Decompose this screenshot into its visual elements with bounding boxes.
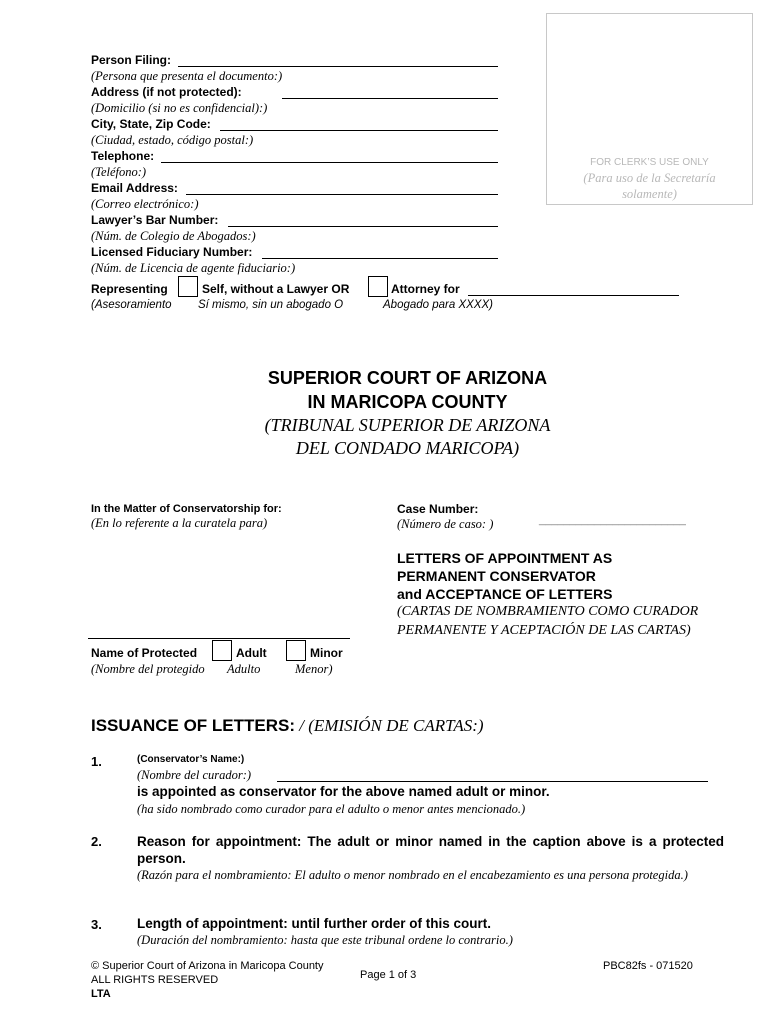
conservator-name-field[interactable] xyxy=(277,781,708,782)
protected-name-field[interactable] xyxy=(88,638,350,639)
adult-label: Adult xyxy=(236,646,267,660)
self-checkbox[interactable] xyxy=(178,276,198,297)
court-title-es-2: DEL CONDADO MARICOPA) xyxy=(295,438,520,458)
bar-number-label: Lawyer’s Bar Number: xyxy=(91,213,219,227)
item-2-number: 2. xyxy=(91,834,102,849)
fiduciary-number-hint: (Núm. de Licencia de agente fiduciario:) xyxy=(91,261,296,275)
city-state-zip-hint: (Ciudad, estado, código postal:) xyxy=(91,133,254,147)
adult-hint: Adulto xyxy=(227,662,261,676)
attorney-checkbox[interactable] xyxy=(368,276,388,297)
adult-checkbox[interactable] xyxy=(212,640,232,661)
bar-number-hint: (Núm. de Colegio de Abogados:) xyxy=(91,229,256,243)
footer-form-code: LTA xyxy=(91,988,111,1000)
item-3-text: Length of appointment: until further order of this court. xyxy=(137,916,491,931)
email-hint: (Correo electrónico:) xyxy=(91,197,199,211)
item-2-text: Reason for appointment: The adult or minor named in the caption above is a protected person. xyxy=(137,834,724,866)
person-filing-hint: (Persona que presenta el documento:) xyxy=(91,69,283,83)
city-state-zip-field[interactable] xyxy=(220,130,498,131)
issuance-heading-es: / (EMISIÓN DE CARTAS:) xyxy=(295,716,484,735)
telephone-hint: (Teléfono:) xyxy=(91,165,147,179)
fiduciary-number-label: Licensed Fiduciary Number: xyxy=(91,245,253,259)
item-2-hint: (Razón para el nombramiento: El adulto o menor nombrado en el encabezamiento es una persona protegida.) xyxy=(137,868,688,882)
bar-number-field[interactable] xyxy=(228,226,498,227)
court-title-es-1: (TRIBUNAL SUPERIOR DE ARIZONA xyxy=(264,415,551,435)
issuance-heading-en: ISSUANCE OF LETTERS: xyxy=(91,716,296,735)
case-number-field[interactable]: ________________________ xyxy=(539,514,686,526)
case-number-label: Case Number: xyxy=(397,502,479,516)
doc-title-line-3: and ACCEPTANCE OF LETTERS xyxy=(397,586,613,602)
item-1-text: is appointed as conservator for the above named adult or minor. xyxy=(137,784,550,799)
item-1-number: 1. xyxy=(91,754,102,769)
representing-hint: (Asesoramiento xyxy=(91,299,172,311)
court-title-line-2: IN MARICOPA COUNTY xyxy=(307,392,508,412)
footer-form-id: PBC82fs - 071520 xyxy=(603,960,693,972)
address-hint: (Domicilio (si no es confidencial):) xyxy=(91,101,268,115)
telephone-label: Telephone: xyxy=(91,149,155,163)
minor-checkbox[interactable] xyxy=(286,640,306,661)
case-number-hint: (Número de caso: ) xyxy=(397,517,494,531)
footer-copyright: © Superior Court of Arizona in Maricopa County xyxy=(91,960,324,972)
attorney-hint: Abogado para XXXX) xyxy=(383,299,493,311)
doc-title-es-2: PERMANENTE Y ACEPTACIÓN DE LAS CARTAS) xyxy=(397,623,691,638)
protected-name-label: Name of Protected xyxy=(91,646,198,660)
address-label: Address (if not protected): xyxy=(91,85,242,99)
footer-rights: ALL RIGHTS RESERVED xyxy=(91,974,219,986)
minor-hint: Menor) xyxy=(295,662,333,676)
doc-title-es-1: (CARTAS DE NOMBRAMIENTO COMO CURADOR xyxy=(397,604,699,619)
attorney-label: Attorney for xyxy=(391,282,460,296)
conservator-name-hint: (Nombre del curador:) xyxy=(137,768,252,782)
conservator-name-label: (Conservator’s Name:) xyxy=(137,754,245,765)
clerk-use-label-es-2: solamente) xyxy=(622,187,677,201)
clerk-use-label: FOR CLERK’S USE ONLY xyxy=(590,157,709,168)
court-title-line-1: SUPERIOR COURT OF ARIZONA xyxy=(267,368,548,388)
attorney-for-field[interactable] xyxy=(468,295,679,296)
protected-name-hint: (Nombre del protegido xyxy=(91,662,205,676)
matter-hint: (En lo referente a la curatela para) xyxy=(91,516,268,530)
footer-page-number: Page 1 of 3 xyxy=(360,969,417,981)
email-label: Email Address: xyxy=(91,181,178,195)
doc-title-line-2: PERMANENT CONSERVATOR xyxy=(397,568,596,584)
minor-label: Minor xyxy=(310,646,343,660)
address-field[interactable] xyxy=(282,98,498,99)
city-state-zip-label: City, State, Zip Code: xyxy=(91,117,211,131)
person-filing-label: Person Filing: xyxy=(91,53,172,67)
self-hint: Sí mismo, sin un abogado O xyxy=(198,299,344,311)
fiduciary-number-field[interactable] xyxy=(262,258,498,259)
issuance-heading xyxy=(91,716,484,736)
item-1-hint: (ha sido nombrado como curador para el adulto o menor antes mencionado.) xyxy=(137,802,526,816)
telephone-field[interactable] xyxy=(161,162,498,163)
clerk-use-box xyxy=(546,13,753,205)
clerk-use-label-es: (Para uso de la Secretaría xyxy=(583,171,716,185)
email-field[interactable] xyxy=(186,194,498,195)
item-3-hint: (Duración del nombramiento: hasta que este tribunal ordene lo contrario.) xyxy=(137,933,513,947)
self-label: Self, without a Lawyer OR xyxy=(202,282,350,296)
representing-label: Representing xyxy=(91,282,168,296)
doc-title-line-1: LETTERS OF APPOINTMENT AS xyxy=(397,550,613,566)
item-3-number: 3. xyxy=(91,917,102,932)
matter-label: In the Matter of Conservatorship for: xyxy=(91,503,282,515)
person-filing-field[interactable] xyxy=(178,66,498,67)
